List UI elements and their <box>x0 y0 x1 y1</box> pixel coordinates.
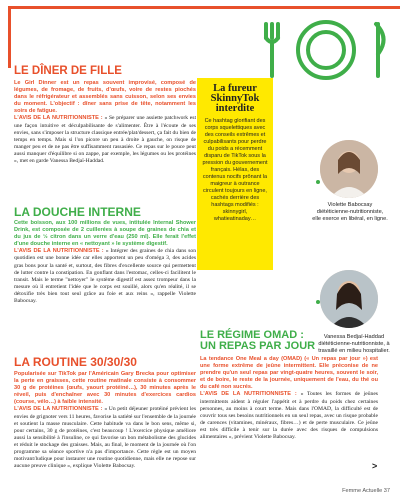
expert-opinion-label: L'AVIS DE LA NUTRITIONNISTE : <box>14 115 103 122</box>
utensils-icon <box>258 14 396 82</box>
portrait-icon <box>320 270 378 328</box>
expert-caption: Violette Babocsay diététicienne-nutritionniste, elle exerce en libéral, en ligne. <box>312 202 388 223</box>
expert-caption: Vanessa Bedjaï-Haddad diététicienne-nutritionniste, à travaillé en milieu hospitalier. <box>318 334 390 355</box>
top-frame-line <box>8 6 400 9</box>
lead-text: Popularisée sur TikTok par l'Américain Gary Brecka pour optimiser la perte en graisses, cette routine matinale consiste à consommer 30 g de protéines (œufs, yaourt protéiné…), 30 minutes après le réveil, puis d'enchaîner avec 30 minutes d'exercices cardios (course, vélo…) à faible intensité. <box>14 371 196 406</box>
decor-dot <box>316 180 320 184</box>
expert-opinion-label: L'AVIS DE LA NUTRITIONNISTE : <box>200 391 297 398</box>
article-column <box>14 220 196 305</box>
section-heading: LE DÎNER DE FILLE <box>14 65 122 77</box>
expert-opinion-label: L'AVIS DE LA NUTRITIONNISTE : <box>14 248 104 255</box>
lead-text: Le Girl Dinner est un repas souvent improvisé, composé de légumes, de fromage, de fruits, d'œufs, voire de restes piochés dans le réfrigérateur et assemblés sans cuisson, selon ses envies du moment. L'objectif : dîner sans prise de tête, notamment les soirs de fatigue. <box>14 80 196 115</box>
section-heading: LA DOUCHE INTERNE <box>14 205 141 219</box>
left-frame-line <box>8 6 11 68</box>
lead-text: La tendance One Meal a day (OMAD) (« Un repas par jour ») est une forme extrême de jeûne intermittent. Elle préconise de ne prendre qu'un seul repas par vingt-quatre heures, souvent le soir, et de boire, le reste de la journée, uniquement de l'eau, du thé ou du café non sucrés. <box>200 356 378 391</box>
article-column <box>14 371 196 495</box>
section-heading: LE RÉGIME OMAD : UN REPAS PAR JOUR <box>200 329 316 352</box>
expert-photo-violette <box>320 140 378 198</box>
article-column <box>14 80 196 165</box>
sidebox-title: La fureur SkinnyTok interdite <box>210 83 260 114</box>
page-footer: Femme Actuelle 37 <box>342 488 390 494</box>
skinnytok-sidebox <box>197 78 273 270</box>
chevron-right-icon: > <box>372 461 378 471</box>
article-column <box>200 356 378 441</box>
expert-opinion-label: L'AVIS DE LA NUTRITIONNISTE : <box>14 406 103 413</box>
body-text: « Se préparer une assiette patchwork est une façon intuitive et déculpabilisante de s'alimenter. Être à l'écoute de ses envies, sans s'imposer la structure classique entrée/plat/dessert, ça fait du bien de temps en temps. Mais si l'on picore un peu à droite à gauche, on risque de manger peu et de ne pas être suffisamment rassasiée. Ce repas sur le pouce peut aussi manquer d'équilibre si on zappe, par exemple, les légumes ou les protéines », met en garde Vanessa Bedjaï-Haddad. <box>14 115 196 165</box>
portrait-icon <box>320 140 378 198</box>
body-text: « Un petit déjeuner protéiné prévient les envies de grignoter vers 11 heures, favorise la satiété sur l'ensemble de la journée et soutient la masse musculaire. Cette habitude va dans le bon sens, même si, pour certains, 30 g de protéines, c'est beaucoup ! L'exercice physique améliore aussi la sensibilité à l'insuline, ce qui favorise un bon métabolisme des glucides et réduit le stockage des graisses. Mais, au final, le moment de la journée où l'on programme sa séance sportive n'a pas d'importance. Cette règle est un moyen motivant/ludique pour instaurer une routine quotidienne, mais elle ne repose sur aucune preuve clinique », explique Violette Babocsay. <box>14 406 196 470</box>
body-text: « Toutes les formes de jeûnes intermittents aident à réguler l'appétit et à perdre du poids chez certaines personnes, au moins à court terme. Mais dans l'OMAD, la difficulté est de couvrir tous ses besoins nutritionnels en un seul repas, avec un risque probable de carences (vitamines, minéraux, fibres…) et de perte musculaire. Ce jeûne est très difficile à tenir sur la durée avec des risques de compulsions alimentaires », prévient Violette Babocsay. <box>200 391 378 441</box>
lead-text: Cette boisson, aux 100 millions de vues, intitulée Internal Shower Drink, est composée de 2 cuillerées à soupe de graines de chia et du jus de ½ citron dans un verre d'eau (250 ml). Elle ferait l'effet d'une douche interne en « nettoyant » le système digestif. <box>14 220 196 248</box>
body-text: « Intégrer des graines de chia dans son quotidien est une bonne idée car elles apportent un peu d'oméga 3, des acides gras bons pour la santé et, surtout, des fibres d'excellente source qui permettent de lutter contre la constipation. En gonflant dans l'estomac, celles-ci facilitent le transit. Mais le terme "nettoyer" le système digestif est assez trompeur dans la mesure où il entretient l'idée que le corps est souillé, alors qu'en réalité, il se détoxifie très bien tout seul grâce au foie et aux reins », rappelle Violette Babocsay. <box>14 248 196 305</box>
expert-photo-vanessa <box>320 270 378 328</box>
sidebox-body: Ce hashtag glorifiant des corps squelettiques avec des conseils extrêmes et culpabilisants pour perdre du poids a récemment disparu de TikTok sous la pression du gouvernement français. Hélas, des contenus nocifs prônant la maigreur à outrance circulent toujours en ligne, cachés derrière des hashtags modifiés : skinnygirl, whatieatinaday… <box>202 118 268 222</box>
section-heading: LA ROUTINE 30/30/30 <box>14 355 137 369</box>
decor-dot <box>316 300 320 304</box>
